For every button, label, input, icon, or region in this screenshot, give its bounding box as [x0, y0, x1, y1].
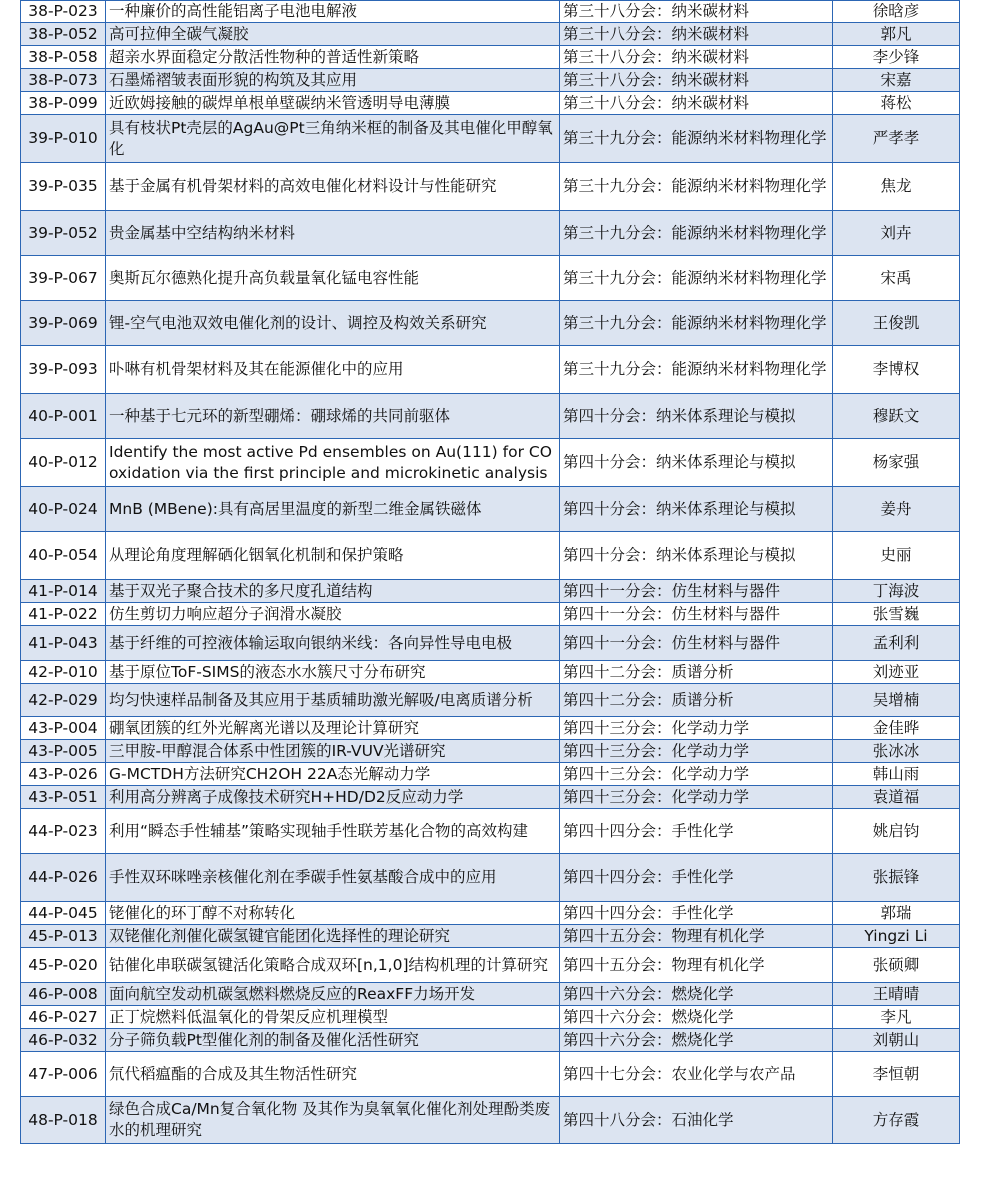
table-row	[21, 1, 960, 23]
poster-id: 44-P-026	[21, 854, 106, 902]
poster-title: 奥斯瓦尔德熟化提升高负载量氧化锰电容性能	[106, 256, 560, 301]
poster-title: 基于原位ToF-SIMS的液态水水簇尺寸分布研究	[106, 661, 560, 684]
poster-title: 氘代稻瘟酯的合成及其生物活性研究	[106, 1052, 560, 1097]
poster-id: 40-P-001	[21, 394, 106, 439]
poster-title: 高可拉伸全碳气凝胶	[106, 23, 560, 46]
poster-id: 39-P-010	[21, 115, 106, 163]
table-row	[21, 854, 960, 902]
author-name: 蒋松	[833, 92, 960, 115]
table-row	[21, 394, 960, 439]
session-name: 第三十九分会：能源纳米材料物理化学	[560, 211, 833, 256]
session-name: 第四十分会：纳米体系理论与模拟	[560, 487, 833, 532]
poster-id: 42-P-029	[21, 684, 106, 717]
author-name: 李恒朝	[833, 1052, 960, 1097]
poster-title: 双铑催化剂催化碳氢键官能团化选择性的理论研究	[106, 925, 560, 948]
poster-id: 42-P-010	[21, 661, 106, 684]
poster-title: G-MCTDH方法研究CH2OH 22A态光解动力学	[106, 763, 560, 786]
table-row	[21, 1052, 960, 1097]
poster-title: 基于纤维的可控液体输运取向银纳米线：各向异性导电电极	[106, 626, 560, 661]
table-row	[21, 786, 960, 809]
author-name: 方存霞	[833, 1097, 960, 1144]
poster-title: 均匀快速样品制备及其应用于基质辅助激光解吸/电离质谱分析	[106, 684, 560, 717]
author-name: 金佳晔	[833, 717, 960, 740]
poster-title: 从理论角度理解硒化铟氧化机制和保护策略	[106, 532, 560, 580]
session-name: 第三十八分会：纳米碳材料	[560, 69, 833, 92]
session-name: 第四十三分会：化学动力学	[560, 740, 833, 763]
table-row	[21, 115, 960, 163]
author-name: 宋嘉	[833, 69, 960, 92]
poster-title: 钴催化串联碳氢键活化策略合成双环[n,1,0]结构机理的计算研究	[106, 948, 560, 983]
author-name: 刘朝山	[833, 1029, 960, 1052]
session-name: 第四十分会：纳米体系理论与模拟	[560, 439, 833, 487]
poster-title: 正丁烷燃料低温氧化的骨架反应机理模型	[106, 1006, 560, 1029]
table-row	[21, 301, 960, 346]
session-name: 第四十二分会：质谱分析	[560, 661, 833, 684]
session-name: 第四十七分会：农业化学与农产品	[560, 1052, 833, 1097]
author-name: 刘迹亚	[833, 661, 960, 684]
table-row	[21, 580, 960, 603]
author-name: 李博权	[833, 346, 960, 394]
session-name: 第三十八分会：纳米碳材料	[560, 92, 833, 115]
poster-title: 绿色合成Ca/Mn复合氧化物 及其作为臭氧氧化催化剂处理酚类废水的机理研究	[106, 1097, 560, 1144]
session-name: 第四十四分会：手性化学	[560, 902, 833, 925]
table-row	[21, 163, 960, 211]
session-name: 第四十六分会：燃烧化学	[560, 1029, 833, 1052]
poster-title: 基于金属有机骨架材料的高效电催化材料设计与性能研究	[106, 163, 560, 211]
poster-id: 39-P-069	[21, 301, 106, 346]
session-name: 第四十分会：纳米体系理论与模拟	[560, 532, 833, 580]
poster-title: 利用高分辨离子成像技术研究H+HD/D2反应动力学	[106, 786, 560, 809]
poster-id: 45-P-020	[21, 948, 106, 983]
author-name: 焦龙	[833, 163, 960, 211]
poster-title: 近欧姆接触的碳焊单根单壁碳纳米管透明导电薄膜	[106, 92, 560, 115]
author-name: 丁海波	[833, 580, 960, 603]
poster-id: 41-P-022	[21, 603, 106, 626]
author-name: 姜舟	[833, 487, 960, 532]
poster-id: 47-P-006	[21, 1052, 106, 1097]
poster-id: 43-P-004	[21, 717, 106, 740]
table-row	[21, 925, 960, 948]
session-name: 第三十八分会：纳米碳材料	[560, 23, 833, 46]
session-name: 第四十四分会：手性化学	[560, 809, 833, 854]
poster-title: 石墨烯褶皱表面形貌的构筑及其应用	[106, 69, 560, 92]
poster-title: 仿生剪切力响应超分子润滑水凝胶	[106, 603, 560, 626]
author-name: 张硕卿	[833, 948, 960, 983]
session-name: 第三十九分会：能源纳米材料物理化学	[560, 301, 833, 346]
poster-title: 一种基于七元环的新型硼烯：硼球烯的共同前驱体	[106, 394, 560, 439]
table-row	[21, 902, 960, 925]
poster-title: 锂-空气电池双效电催化剂的设计、调控及构效关系研究	[106, 301, 560, 346]
poster-title: 硼氧团簇的红外光解离光谱以及理论计算研究	[106, 717, 560, 740]
author-name: 徐晗彦	[833, 1, 960, 23]
poster-title: 具有枝状Pt壳层的AgAu@Pt三角纳米框的制备及其电催化甲醇氧化	[106, 115, 560, 163]
poster-id: 38-P-023	[21, 1, 106, 23]
author-name: 刘卉	[833, 211, 960, 256]
session-name: 第四十三分会：化学动力学	[560, 763, 833, 786]
author-name: 张冰冰	[833, 740, 960, 763]
session-name: 第四十一分会：仿生材料与器件	[560, 603, 833, 626]
session-name: 第四十六分会：燃烧化学	[560, 1006, 833, 1029]
poster-id: 46-P-008	[21, 983, 106, 1006]
poster-id: 44-P-045	[21, 902, 106, 925]
session-name: 第四十四分会：手性化学	[560, 854, 833, 902]
session-name: 第四十三分会：化学动力学	[560, 786, 833, 809]
table-row	[21, 1097, 960, 1144]
author-name: 张雪巍	[833, 603, 960, 626]
author-name: 袁道福	[833, 786, 960, 809]
poster-id: 40-P-024	[21, 487, 106, 532]
poster-title: Identify the most active Pd ensembles on Au(111) for CO oxidation via the first principle and microkinetic analysis	[106, 439, 560, 487]
poster-id: 38-P-073	[21, 69, 106, 92]
poster-title: 基于双光子聚合技术的多尺度孔道结构	[106, 580, 560, 603]
table-row	[21, 1029, 960, 1052]
author-name: 吴增楠	[833, 684, 960, 717]
table-row	[21, 46, 960, 69]
author-name: 李凡	[833, 1006, 960, 1029]
poster-id: 38-P-052	[21, 23, 106, 46]
table-row	[21, 211, 960, 256]
session-name: 第四十二分会：质谱分析	[560, 684, 833, 717]
poster-id: 39-P-067	[21, 256, 106, 301]
poster-id: 38-P-099	[21, 92, 106, 115]
poster-id: 45-P-013	[21, 925, 106, 948]
session-name: 第三十九分会：能源纳米材料物理化学	[560, 346, 833, 394]
author-name: 李少锋	[833, 46, 960, 69]
poster-id: 46-P-032	[21, 1029, 106, 1052]
session-name: 第四十一分会：仿生材料与器件	[560, 580, 833, 603]
session-name: 第四十三分会：化学动力学	[560, 717, 833, 740]
poster-id: 44-P-023	[21, 809, 106, 854]
session-name: 第四十八分会：石油化学	[560, 1097, 833, 1144]
author-name: 郭凡	[833, 23, 960, 46]
table-row	[21, 23, 960, 46]
table-row	[21, 983, 960, 1006]
session-name: 第四十五分会：物理有机化学	[560, 925, 833, 948]
author-name: 严孝孝	[833, 115, 960, 163]
poster-title: 贵金属基中空结构纳米材料	[106, 211, 560, 256]
session-name: 第三十八分会：纳米碳材料	[560, 1, 833, 23]
poster-id: 39-P-052	[21, 211, 106, 256]
session-name: 第三十八分会：纳米碳材料	[560, 46, 833, 69]
poster-id: 41-P-043	[21, 626, 106, 661]
table-row	[21, 487, 960, 532]
table-row	[21, 346, 960, 394]
poster-id: 38-P-058	[21, 46, 106, 69]
poster-id: 43-P-005	[21, 740, 106, 763]
table-row	[21, 763, 960, 786]
author-name: 张振锋	[833, 854, 960, 902]
table-row	[21, 684, 960, 717]
poster-id: 40-P-012	[21, 439, 106, 487]
author-name: 王晴晴	[833, 983, 960, 1006]
poster-id: 39-P-035	[21, 163, 106, 211]
session-name: 第三十九分会：能源纳米材料物理化学	[560, 256, 833, 301]
table-row	[21, 809, 960, 854]
author-name: 郭瑞	[833, 902, 960, 925]
table-row	[21, 256, 960, 301]
poster-title: 手性双环咪唑亲核催化剂在季碳手性氨基酸合成中的应用	[106, 854, 560, 902]
poster-list-table	[20, 0, 960, 1144]
session-name: 第四十五分会：物理有机化学	[560, 948, 833, 983]
author-name: 王俊凯	[833, 301, 960, 346]
table-row	[21, 948, 960, 983]
poster-title: 分子筛负载Pt型催化剂的制备及催化活性研究	[106, 1029, 560, 1052]
poster-title: 铑催化的环丁醇不对称转化	[106, 902, 560, 925]
table-row	[21, 532, 960, 580]
poster-title: 超亲水界面稳定分散活性物种的普适性新策略	[106, 46, 560, 69]
table-row	[21, 717, 960, 740]
poster-title: 三甲胺-甲醇混合体系中性团簇的IR-VUV光谱研究	[106, 740, 560, 763]
poster-list-body	[21, 1, 960, 1144]
author-name: 穆跃文	[833, 394, 960, 439]
session-name: 第三十九分会：能源纳米材料物理化学	[560, 163, 833, 211]
poster-title: 一种廉价的高性能铝离子电池电解液	[106, 1, 560, 23]
table-row	[21, 1006, 960, 1029]
session-name: 第四十分会：纳米体系理论与模拟	[560, 394, 833, 439]
poster-title: 面向航空发动机碳氢燃料燃烧反应的ReaxFF力场开发	[106, 983, 560, 1006]
table-row	[21, 92, 960, 115]
table-row	[21, 69, 960, 92]
author-name: 杨家强	[833, 439, 960, 487]
table-row	[21, 439, 960, 487]
table-row	[21, 626, 960, 661]
poster-title: 利用“瞬态手性辅基”策略实现轴手性联芳基化合物的高效构建	[106, 809, 560, 854]
session-name: 第三十九分会：能源纳米材料物理化学	[560, 115, 833, 163]
author-name: 韩山雨	[833, 763, 960, 786]
poster-id: 46-P-027	[21, 1006, 106, 1029]
author-name: 宋禹	[833, 256, 960, 301]
poster-title: 卟啉有机骨架材料及其在能源催化中的应用	[106, 346, 560, 394]
poster-title: MnB (MBene):具有高居里温度的新型二维金属铁磁体	[106, 487, 560, 532]
poster-id: 43-P-026	[21, 763, 106, 786]
session-name: 第四十六分会：燃烧化学	[560, 983, 833, 1006]
poster-id: 40-P-054	[21, 532, 106, 580]
table-row	[21, 603, 960, 626]
table-row	[21, 740, 960, 763]
author-name: 孟利利	[833, 626, 960, 661]
session-name: 第四十一分会：仿生材料与器件	[560, 626, 833, 661]
poster-id: 43-P-051	[21, 786, 106, 809]
table-row	[21, 661, 960, 684]
poster-id: 39-P-093	[21, 346, 106, 394]
author-name: Yingzi Li	[833, 925, 960, 948]
author-name: 姚启钧	[833, 809, 960, 854]
author-name: 史丽	[833, 532, 960, 580]
poster-id: 48-P-018	[21, 1097, 106, 1144]
poster-id: 41-P-014	[21, 580, 106, 603]
